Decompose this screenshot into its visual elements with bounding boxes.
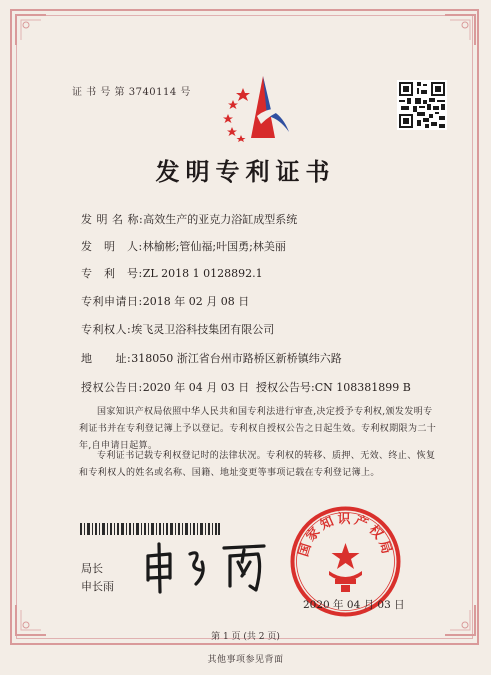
- qr-code-icon: [397, 80, 447, 130]
- address-value: 318050 浙江省台州市路桥区新桥镇纬六路: [131, 352, 342, 365]
- page-number: 第 1 页 (共 2 页): [211, 632, 280, 642]
- filing-date-row: [81, 293, 249, 309]
- announcement-number-row: [256, 379, 411, 395]
- filing-date-label: 专利申请日:: [81, 295, 143, 308]
- cnipa-emblem-icon: [213, 70, 295, 142]
- director-title: 局长: [81, 562, 103, 575]
- invention-name-label: 发 明 名 称:: [81, 213, 144, 226]
- patent-number-value: ZL 2018 1 0128892.1: [142, 267, 263, 280]
- barcode-icon: [80, 520, 220, 532]
- corner-ornament-top-right: [443, 13, 477, 47]
- invention-name-row: [81, 211, 297, 227]
- patent-holder-row: [81, 321, 274, 337]
- grant-statement: 国家知识产权局依照中华人民共和国专利法进行审查,决定授予专利权,颁发发明专利证书并在专利登记簿上予以登记。专利权自授权公告之日起生效。专利权期限为二十年,自申请日起算。: [79, 407, 437, 451]
- seal-text: 国家知识产权局: [296, 512, 395, 559]
- seal-date: 2020 年 04 月 03 日: [303, 599, 405, 611]
- inventor-label: 发 明 人:: [81, 240, 143, 253]
- filing-date-value: 2018 年 02 月 08 日: [142, 295, 250, 308]
- legal-status-statement: 专利证书记载专利权登记时的法律状况。专利权的转移、质押、无效、终止、恢复和专利权人的姓名或名称、国籍、地址变更等事项记载在专利登记簿上。: [79, 451, 436, 478]
- page-title: 发明专利证书: [155, 157, 336, 186]
- patent-number-label: 专 利 号:: [81, 267, 143, 280]
- patent-holder-label: 专利权人:: [81, 323, 132, 336]
- inventor-row: [81, 238, 286, 254]
- invention-name-value: 高效生产的亚克力浴缸成型系统: [143, 213, 298, 226]
- handwritten-signature: [140, 540, 268, 596]
- announcement-date-value: 2020 年 04 月 03 日: [142, 381, 250, 394]
- address-row: [81, 350, 342, 366]
- footer-note: 其他事项参见背面: [207, 655, 284, 665]
- announcement-number-value: CN 108381899 B: [314, 381, 411, 394]
- certificate-number: 证 书 号 第 3740114 号: [72, 87, 191, 98]
- announcement-date-label: 授权公告日:: [81, 381, 143, 394]
- patent-number-row: [81, 265, 263, 281]
- address-label: 地 址:: [81, 352, 132, 365]
- director-name: 申长雨: [81, 580, 114, 593]
- corner-ornament-top-left: [14, 13, 48, 47]
- announcement-number-label: 授权公告号:: [256, 381, 315, 394]
- patent-holder-value: 埃飞灵卫浴科技集团有限公司: [131, 323, 275, 336]
- inventor-value: 林榆彬;管仙福;叶国勇;林美丽: [142, 240, 286, 253]
- announcement-date-row: [81, 379, 249, 395]
